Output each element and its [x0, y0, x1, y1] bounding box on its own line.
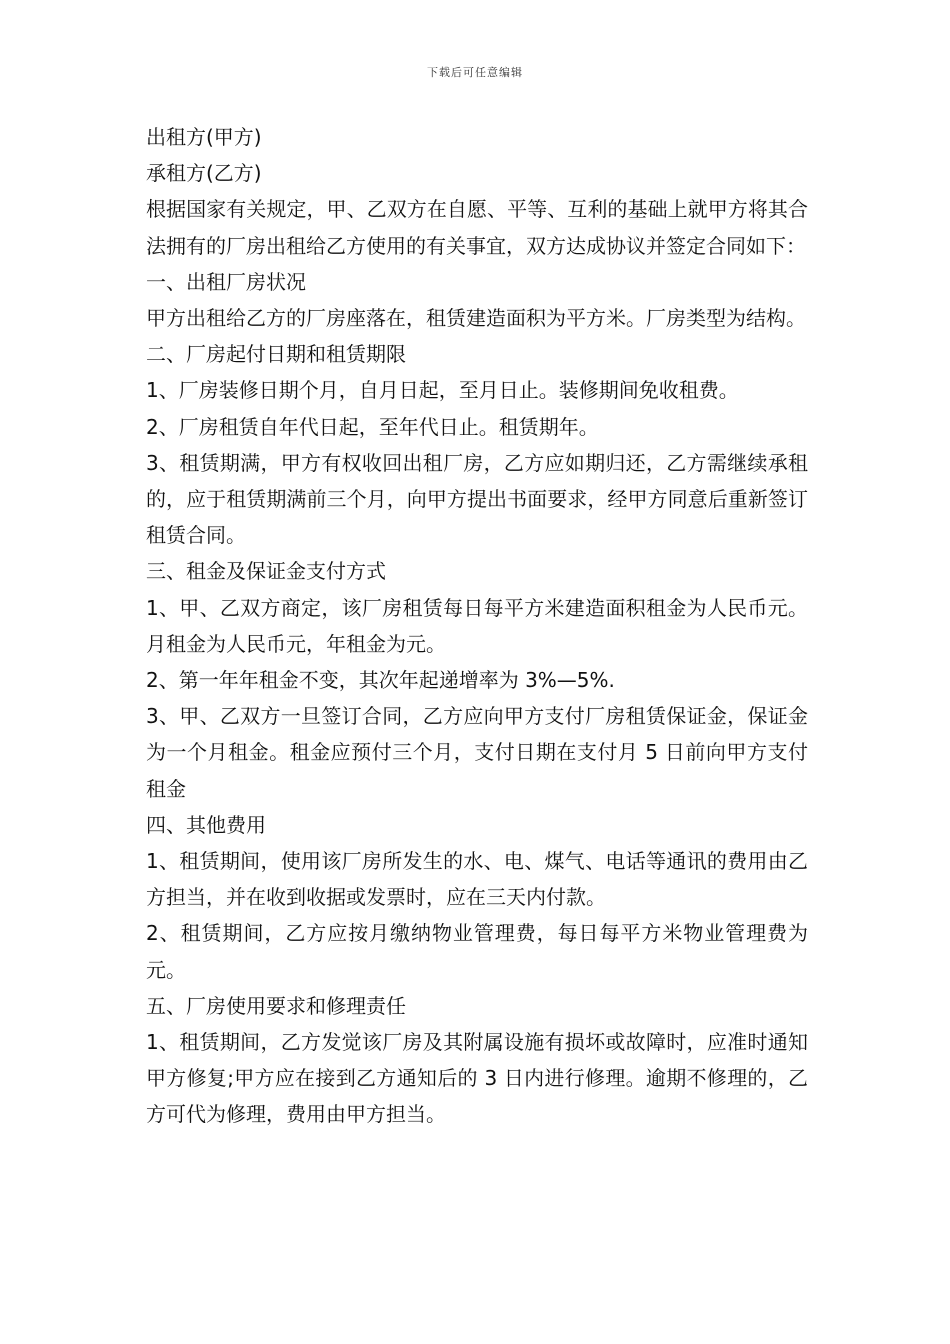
section-3-item-2: 2、第一年年租金不变，其次年起递增率为 3%—5%.: [146, 668, 615, 693]
section-1-paragraph: 甲方出租给乙方的厂房座落在，租赁建造面积为平方米。厂房类型为结构。: [146, 306, 806, 331]
header-note: 下载后可任意编辑: [427, 66, 523, 79]
section-heading-3: 三、租金及保证金支付方式: [146, 559, 386, 584]
section-heading-5: 五、厂房使用要求和修理责任: [146, 993, 406, 1018]
section-2-item-2: 2、厂房租赁自年代日起，至年代日止。租赁期年。: [146, 414, 599, 439]
section-2-item-1: 1、厂房装修日期个月，自月日起，至月日止。装修期间免收租费。: [146, 378, 739, 403]
section-4-item-2: 2、租赁期间，乙方应按月缴纳物业管理费，每日每平方米物业管理费为元。: [146, 921, 808, 982]
section-heading-4: 四、其他费用: [146, 812, 266, 837]
party-b-line: 承租方(乙方): [146, 161, 262, 186]
party-a-line: 出租方(甲方): [146, 125, 262, 149]
section-heading-1: 一、出租厂房状况: [146, 269, 306, 294]
section-3-item-3: 3、甲、乙双方一旦签订合同，乙方应向甲方支付厂房租赁保证金，保证金为一个月租金。租金应预付三个月，支付日期在支付月 5 日前向甲方支付租金: [146, 704, 808, 801]
section-2-item-3: 3、租赁期满，甲方有权收回出租厂房，乙方应如期归还，乙方需继续承租的，应于租赁期满前三个月，向甲方提出书面要求，经甲方同意后重新签订租赁合同。: [146, 450, 808, 548]
section-5-item-1: 1、租赁期间，乙方发觉该厂房及其附属设施有损坏或故障时，应准时通知甲方修复;甲方应在接到乙方通知后的 3 日内进行修理。逾期不修理的，乙方可代为修理，费用由甲方担当。: [146, 1030, 808, 1127]
section-3-item-1: 1、甲、乙双方商定，该厂房租赁每日每平方米建造面积租金为人民币元。月租金为人民币元，年租金为元。: [146, 595, 808, 656]
document-body: [146, 119, 808, 1133]
section-heading-2: 二、厂房起付日期和租赁期限: [146, 342, 406, 367]
preamble-paragraph: 根据国家有关规定，甲、乙双方在自愿、平等、互利的基础上就甲方将其合法拥有的厂房出租给乙方使用的有关事宜，双方达成协议并签定合同如下：: [146, 197, 808, 258]
section-4-item-1: 1、租赁期间，使用该厂房所发生的水、电、煤气、电话等通讯的费用由乙方担当，并在收到收据或发票时，应在三天内付款。: [146, 849, 808, 910]
